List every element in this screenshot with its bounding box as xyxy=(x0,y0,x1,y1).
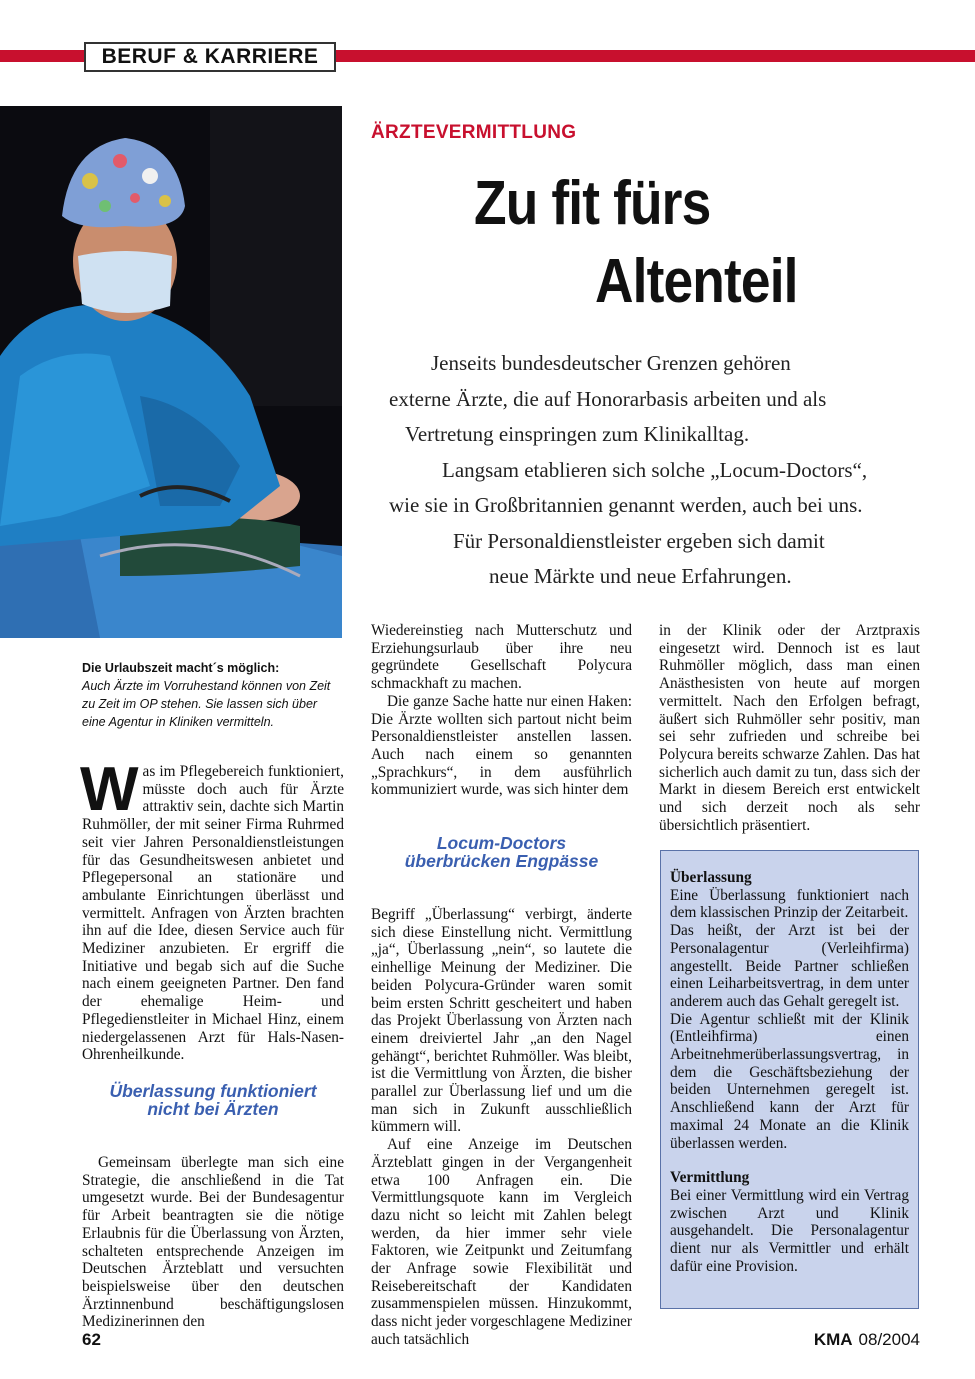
info-box-paragraph: Die Agentur schließt mit der Klinik (Entleihfirma) einen Arbeitnehmerüberlassungsvertrag, in dem die Geschäftsbeziehung der beiden Unternehmen geregelt ist. Anschließend kann der Arzt für maximal 24 Monate an die Klinik überlassen werden. xyxy=(670,1010,909,1152)
lead-line: externe Ärzte, die auf Honorarbasis arbeiten und als xyxy=(389,386,827,411)
subheading-line: nicht bei Ärzten xyxy=(147,1099,279,1119)
article-paragraph: Wiedereinstieg nach Mutterschutz und Erziehungsurlaub über ihre neu gegründete Gesellschaft Polycura schmackhaft zu machen. xyxy=(371,622,632,693)
info-box xyxy=(660,850,919,1309)
subheading-line: Überlassung funktioniert xyxy=(109,1081,317,1101)
article-paragraph: in der Klinik oder der Arztpraxis eingesetzt wird. Dennoch ist es laut Ruhmöller möglich, dass man einen Anästhesisten von heute auf morgen vermittelt. Nach den Erfolgen befragt, äußert sich Ruhmöller sehr positiv, man sei sehr zufrieden und schreibe bei Polycura bereits schwarze Zahlen. Das hat sicherlich auch damit zu tun, dass sich der Markt in diesem Bereich erst entwickelt und sich derzeit noch als sehr übersichtlich präsentiert. xyxy=(659,622,920,834)
section-label: BERUF & KARRIERE xyxy=(84,42,336,72)
lead-line: Für Personaldienstleister ergeben sich damit xyxy=(453,528,825,553)
article-column-1-continued xyxy=(82,1154,344,1331)
info-box-paragraph: Bei einer Vermittlung wird ein Vertrag zwischen Arzt und Klinik ausgehandelt. Die Personalagentur dient nur als Vermittler und erhält dafür eine Provision. xyxy=(670,1186,909,1275)
article-column-1 xyxy=(80,755,344,1064)
article-paragraph: Begriff „Überlassung“ verbirgt, änderte sich diese Einstellung nicht. Vermittlung „ja“, Überlassung „nein“, so lautete die einhellige Meinung der Mediziner. Die beiden Polycura-Gründer waren somit beim ersten Schritt gescheitert und haben das Projekt Überlassung von Ärzten nach einem dreiviertel Jahr „an den Nagel gehängt“, berichtet Ruhmöller. Was bleibt, ist die Vermittlung von Ärzten, die bisher parallel zur Überlassung lief und um die man sich in Zukunft ausschließlich kümmern will. xyxy=(371,906,632,1136)
article-column-2 xyxy=(371,622,632,799)
caption-title: Die Urlaubszeit macht´s möglich: xyxy=(82,661,280,675)
subheading-line: überbrücken Engpässe xyxy=(404,851,599,871)
footer-issue xyxy=(814,1330,920,1350)
issue-number: 08/2004 xyxy=(858,1330,920,1349)
article-column-3 xyxy=(659,622,920,834)
photo-caption xyxy=(82,659,344,731)
info-box-heading: Vermittlung xyxy=(670,1169,750,1187)
article-title-line-1: Zu fit fürs xyxy=(474,169,711,238)
info-box-paragraph: Das heißt, der Arzt ist bei der Personalagentur (Verleihfirma) angestellt. Beide Partner schließen einen Leiharbeitsvertrag, in dem unter anderem auch das Gehalt geregelt ist. xyxy=(670,922,909,1010)
article-paragraph: Auf eine Anzeige im Deutschen Ärzteblatt gingen in der Vergangenheit etwa 100 Anfragen ein. Die Vermittlungsquote kann im Vergleich dazu nicht so leicht mit Zahlen belegt werden, da hier immer sehr viele Faktoren, wie Zeitpunkt und Zeitumfang der Anfrage sowie Flexibilität und Reisebereitschaft der Kandidaten zusammenspielen müssen. Hinzukommt, dass nicht jeder vorgeschlagene Mediziner auch tatsächlich xyxy=(371,1136,632,1348)
drop-cap: W xyxy=(80,755,139,824)
subheading-line: Locum-Doctors xyxy=(436,833,567,853)
paragraph-text: as im Pflegebereich funktioniert, müsste doch auch für Ärzte attraktiv sein, dachte sich Martin Ruhmöller, der mit seiner Firma Ruhrmed seit vier Jahren Personaldienstleistungen für das Gesundheitswesen anbietet und Pflegepersonal an stationäre und ambulante Einrichtungen überlässt und vermittelt. Anfragen von Ärzten brachten ihn auf die Idee, diesen Service auch für Mediziner anzubieten. Er ergriff die Initiative und begab sich auf die Suche nach einem geeigneten Partner. Den fand der ehemalige Heim- und Pflegedienstleiter in Michael Hinz, einem niedergelassenen Arzt für Hals-Nasen-Ohrenheilkunde. xyxy=(82,763,344,1064)
info-box-paragraph: Eine Überlassung funktioniert nach dem klassischen Prinzip der Zeitarbeit. xyxy=(670,886,909,922)
article-kicker: ÄRZTEVERMITTLUNG xyxy=(371,122,577,143)
article-title-line-2: Altenteil xyxy=(595,247,798,316)
lead-line: Jenseits bundesdeutscher Grenzen gehören xyxy=(431,351,791,375)
article-paragraph: Gemeinsam überlegte man sich eine Strategie, die anschließend in die Tat umgesetzt wurde. Bei der Bundesagentur für Arbeit beantragten sie die nötige Erlaubnis für die Überlassung von Ärzten, schalteten entsprechende Anzeigen im Deutschen Ärzteblatt und versuchten beispielsweise über den deutschen Ärztinnenbund beschäftigungslosen Medizinerinnen den xyxy=(82,1154,344,1331)
article-paragraph: Die ganze Sache hatte nur einen Haken: Die Ärzte wollten sich partout nicht beim Personaldienstleister anstellen lassen. Auch nach einem so genannten „Sprachkurs“, in dem ausführlich kommuniziert wurde, was sich hinter dem xyxy=(371,692,632,799)
article-paragraph xyxy=(80,755,344,1064)
page-number: 62 xyxy=(82,1330,101,1349)
lead-line: Vertretung einspringen zum Klinikalltag. xyxy=(405,422,750,446)
article-column-2-continued xyxy=(371,906,632,1349)
article-lead xyxy=(360,346,940,595)
info-box-heading: Überlassung xyxy=(670,869,752,886)
magazine-name: KMA xyxy=(813,1330,853,1349)
lead-line: Langsam etablieren sich solche „Locum-Doctors“, xyxy=(442,457,868,482)
lead-line: neue Märkte und neue Erfahrungen. xyxy=(489,564,792,588)
caption-text: Auch Ärzte im Vorruhestand können von Zeit zu Zeit im OP stehen. Sie lassen sich über eine Agentur in Kliniken vermitteln. xyxy=(82,679,331,729)
subheading xyxy=(371,834,632,870)
subheading xyxy=(82,1082,344,1118)
lead-line: wie sie in Großbritannien genannt werden, auch bei uns. xyxy=(389,493,863,517)
surgeon-photo xyxy=(0,106,342,638)
